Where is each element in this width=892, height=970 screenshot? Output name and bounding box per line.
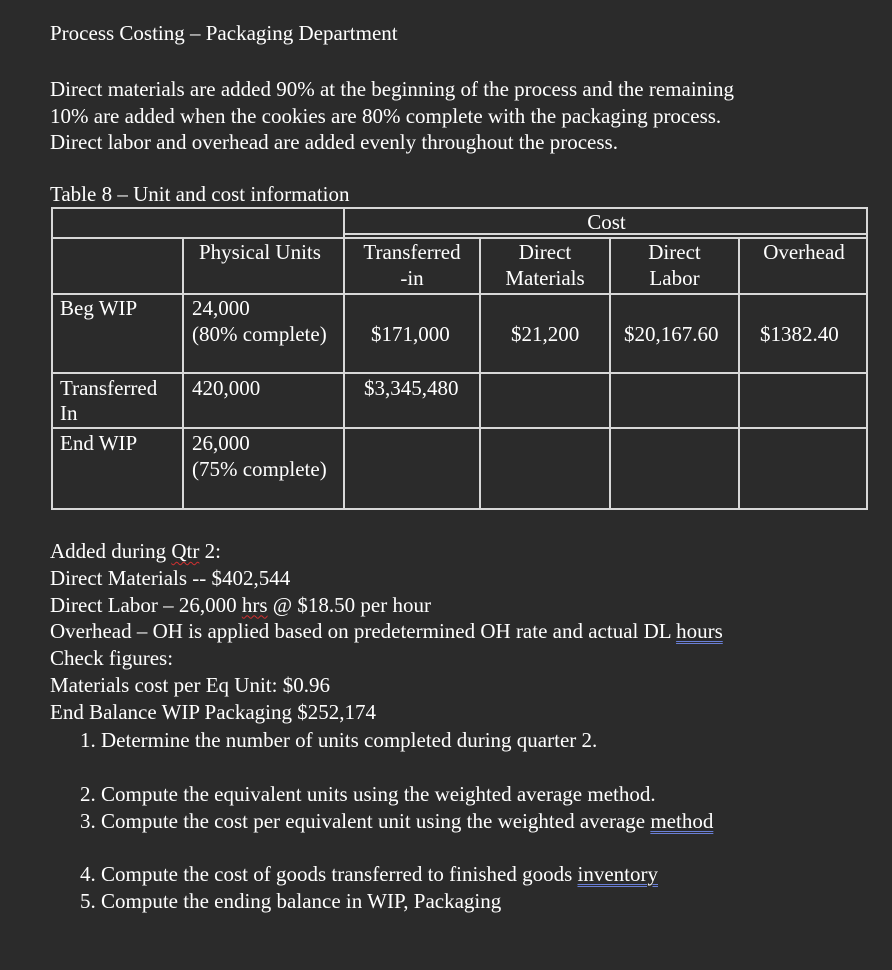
overhead-header: Overhead	[763, 240, 845, 264]
question-5: 5. Compute the ending balance in WIP, Packaging	[80, 889, 502, 913]
added-overhead: Overhead – OH is applied based on predetermined OH rate and actual DL hours	[50, 619, 723, 644]
check-materials-cost: Materials cost per Eq Unit: $0.96	[50, 672, 330, 697]
check-end-balance: End Balance WIP Packaging $252,174	[50, 699, 377, 724]
question-1: 1. Determine the number of units completed during quarter 2.	[80, 728, 598, 752]
beg-wip-overhead: $1382.40	[760, 322, 839, 346]
check-figures-label: Check figures:	[50, 646, 174, 671]
direct-materials-header: Direct	[518, 240, 572, 264]
transferred-in-units: 420,000	[192, 376, 261, 400]
row-label-end-wip: End WIP	[60, 431, 138, 455]
added-during-quarter	[50, 538, 723, 726]
table-grid-line	[738, 238, 740, 510]
added-direct-labor: Direct Labor – 26,000 hrs @ $18.50 per hour	[50, 592, 431, 617]
table-grid-line	[53, 293, 868, 295]
added-direct-materials: Direct Materials -- $402,544	[50, 565, 291, 590]
added-heading: Added during Qtr 2:	[50, 539, 221, 563]
intro-paragraph	[50, 76, 734, 156]
end-wip-units-note: (75% complete)	[192, 457, 327, 481]
direct-labor-header: Labor	[649, 266, 700, 290]
question-4: 4. Compute the cost of goods transferred to finished goods inventory	[80, 862, 658, 886]
transferred-in-header: Transferred	[363, 240, 461, 264]
beg-wip-units-note: (80% complete)	[192, 322, 327, 346]
unit-cost-table	[51, 207, 868, 510]
table-grid-line	[182, 238, 184, 510]
beg-wip-transferred-in: $171,000	[371, 322, 450, 346]
beg-wip-units: 24,000	[192, 296, 250, 320]
question-3: 3. Compute the cost per equivalent unit using the weighted average method	[80, 809, 714, 833]
row-label-transferred-in: Transferred	[60, 376, 158, 400]
row-label-beg-wip: Beg WIP	[60, 296, 138, 320]
direct-labor-header: Direct	[648, 240, 701, 264]
page-title: Process Costing – Packaging Department	[50, 21, 398, 45]
intro-line: 10% are added when the cookies are 80% complete with the packaging process.	[50, 103, 722, 128]
end-wip-units: 26,000	[192, 431, 250, 455]
intro-line: Direct materials are added 90% at the beginning of the process and the remaining	[50, 77, 734, 101]
beg-wip-direct-materials: $21,200	[511, 322, 580, 346]
row-label-transferred-in: In	[60, 401, 78, 425]
cost-header: Cost	[587, 210, 626, 234]
transferred-in-cost: $3,345,480	[364, 376, 459, 400]
transferred-in-header: -in	[400, 266, 424, 290]
direct-materials-header: Materials	[505, 266, 585, 290]
table-caption: Table 8 – Unit and cost information	[50, 182, 350, 206]
question-2: 2. Compute the equivalent units using the weighted average method.	[80, 782, 656, 806]
physical-units-header: Physical Units	[199, 240, 321, 264]
table-grid-line	[53, 372, 868, 374]
intro-line: Direct labor and overhead are added evenly throughout the process.	[50, 130, 618, 154]
table-grid-line	[53, 427, 868, 429]
beg-wip-direct-labor: $20,167.60	[624, 322, 719, 346]
